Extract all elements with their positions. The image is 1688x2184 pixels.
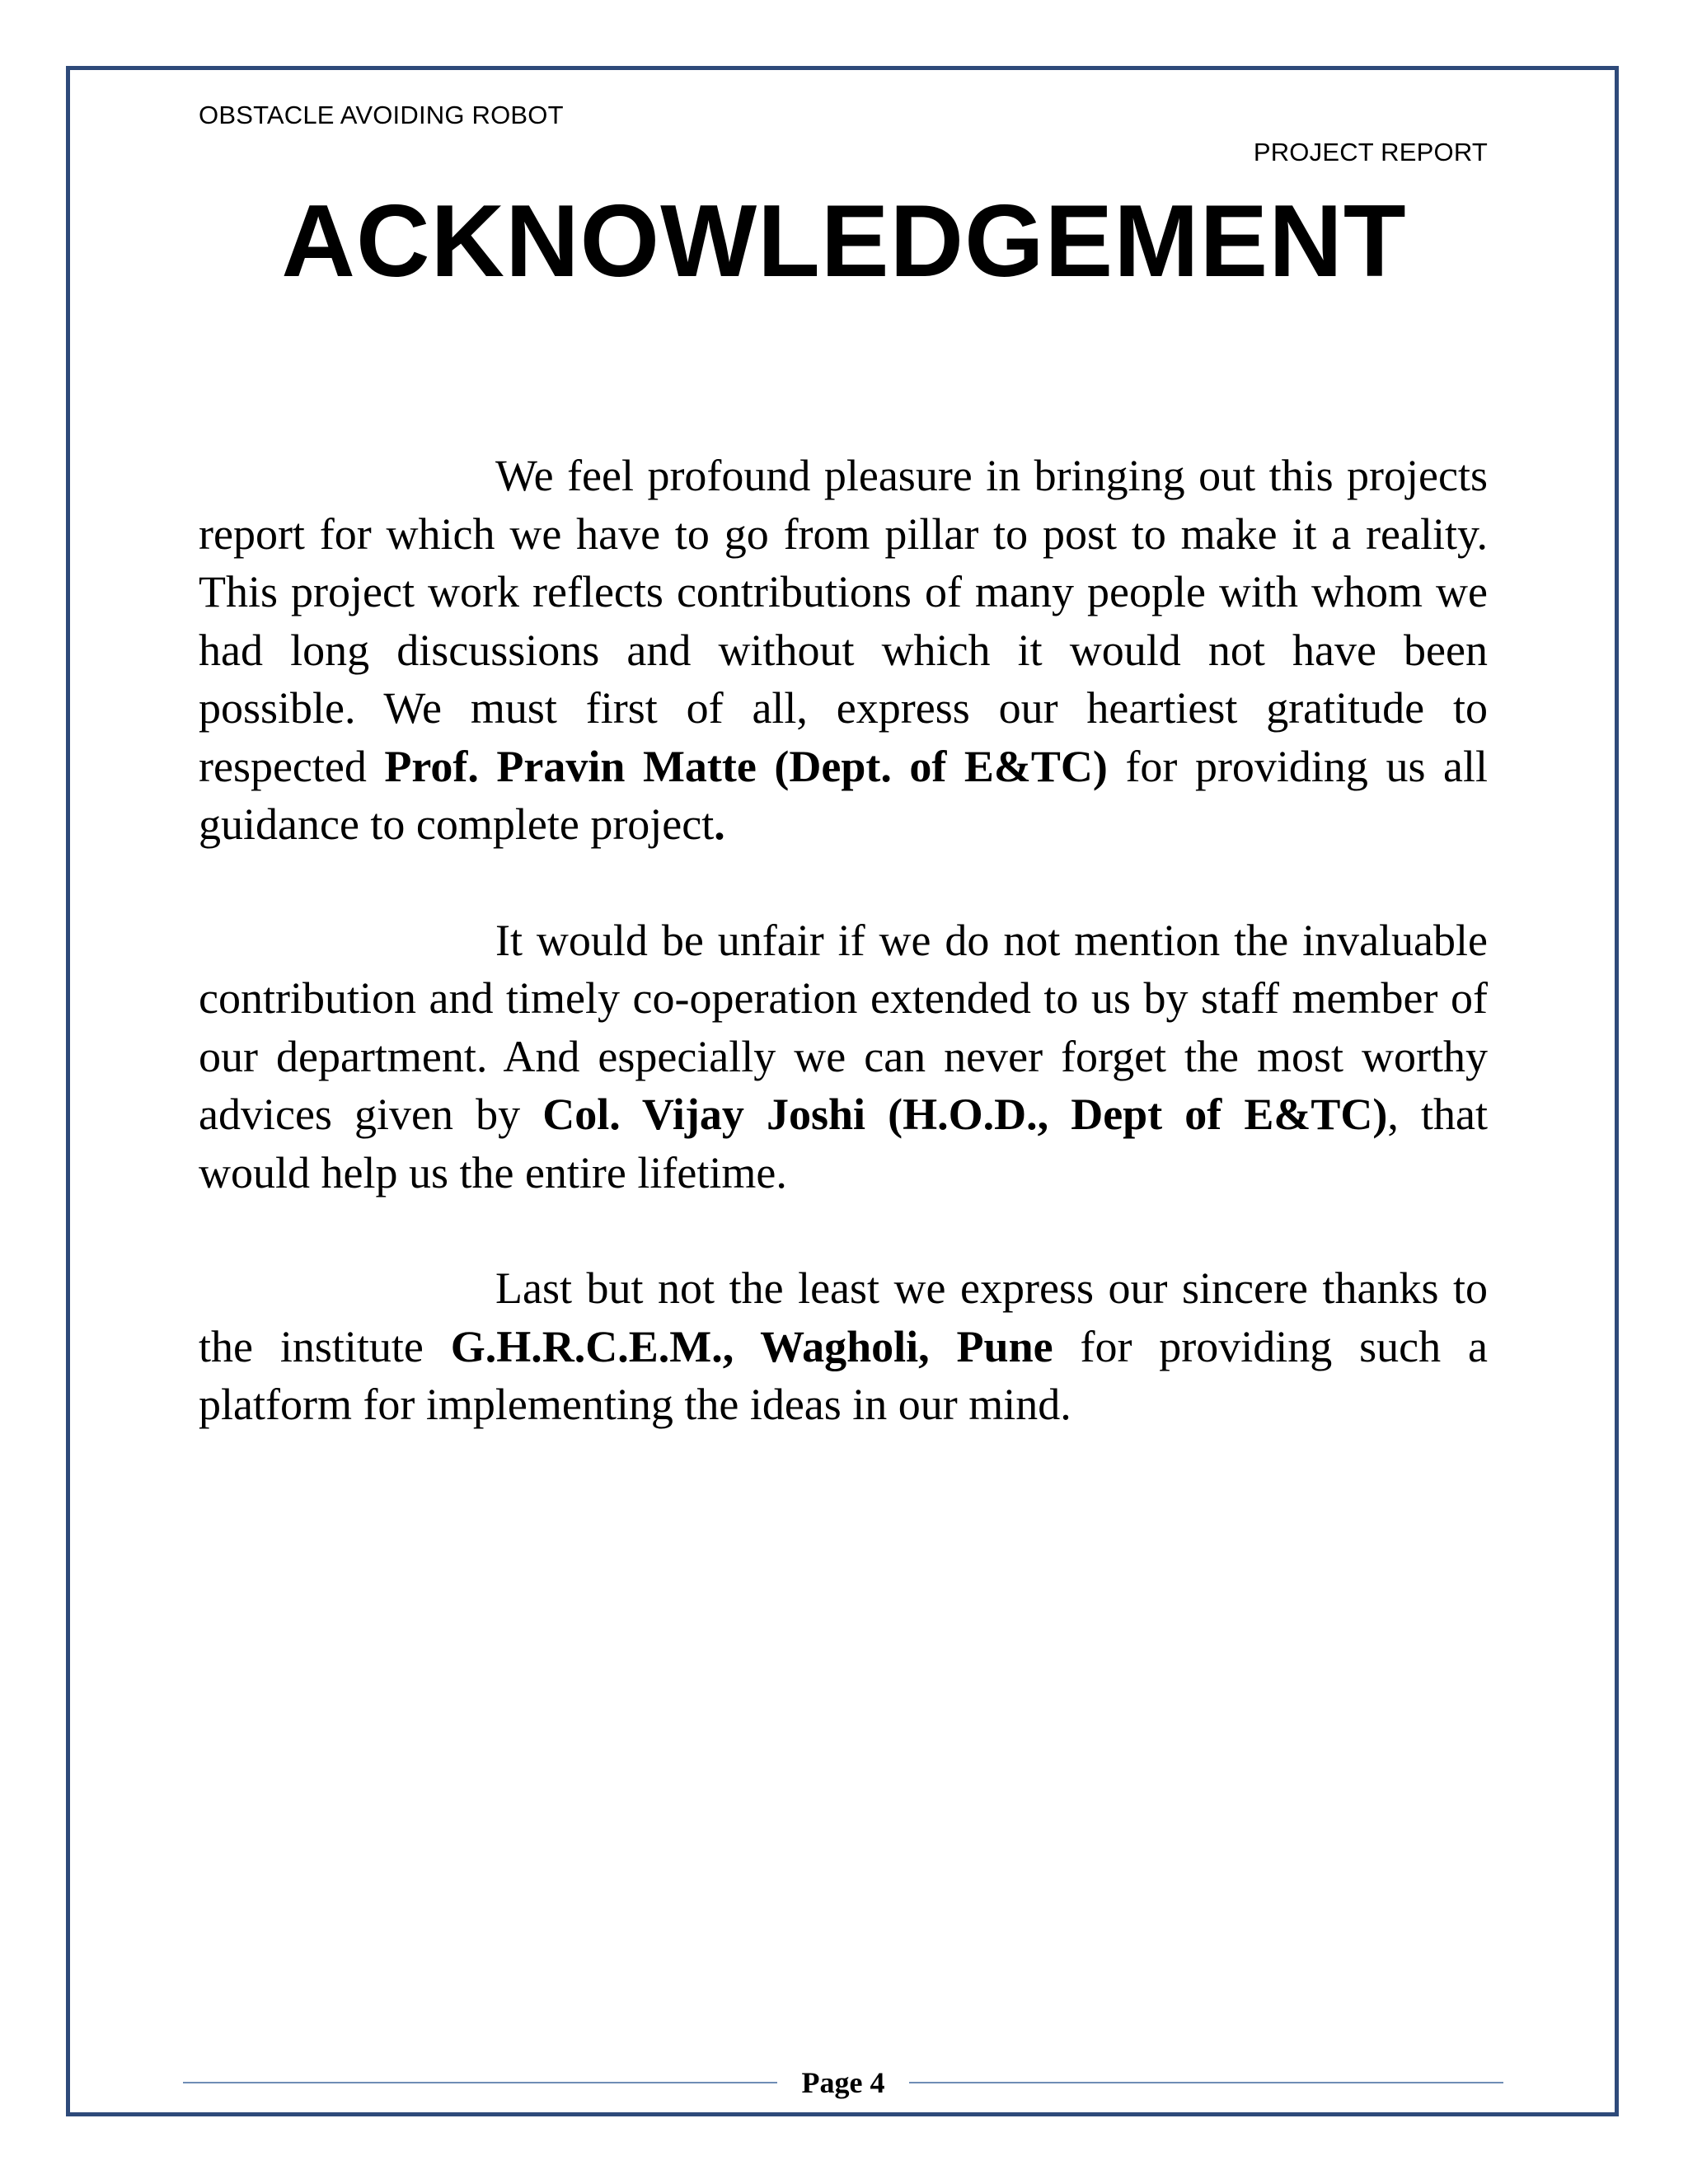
paragraph-2-text-a: It would be unfair if we do not mention the invaluable contribution and timely co-operation extended to us by staff member of our department. And especially we can never forget the most worthy advices given by <box>199 915 1488 1139</box>
footer-rule-right <box>909 2082 1503 2083</box>
paragraph-3-text-a: Last but not the least we express our sincere thanks to the institute <box>199 1263 1488 1371</box>
hod-name: Col. Vijay Joshi (H.O.D., Dept of E&TC) <box>542 1090 1388 1139</box>
paragraph-3 <box>199 1259 1488 1434</box>
page-number: Page 4 <box>801 2066 885 2099</box>
footer-rule-left <box>183 2082 777 2083</box>
header-report-label: PROJECT REPORT <box>1253 138 1488 166</box>
page-footer <box>183 2062 1503 2103</box>
acknowledgement-body <box>199 447 1488 1492</box>
guide-name: Prof. Pravin Matte (Dept. of E&TC) <box>384 741 1108 791</box>
paragraph-1 <box>199 447 1488 854</box>
paragraph-3-text-c: for providing such a platform for implementing the ideas in our mind. <box>199 1321 1488 1429</box>
header-title: OBSTACLE AVOIDING ROBOT <box>199 101 564 129</box>
page-title: ACKNOWLEDGEMENT <box>281 185 1407 298</box>
paragraph-2-text-c: , that would help us the entire lifetime. <box>199 1090 1488 1197</box>
institute-name: G.H.R.C.E.M., Wagholi, Pune <box>450 1321 1053 1371</box>
paragraph-1-text-c: for providing us all guidance to complete project <box>199 741 1488 849</box>
paragraph-1-text-a: We feel profound pleasure in bringing out this projects report for which we have to go from pillar to post to make it a reality. This project work reflects contributions of many people with whom we had long discussions and without which it would not have been possible. We must first of all, express our heartiest gratitude to respected <box>199 451 1488 791</box>
paragraph-1-period: . <box>714 799 725 849</box>
paragraph-2 <box>199 912 1488 1202</box>
